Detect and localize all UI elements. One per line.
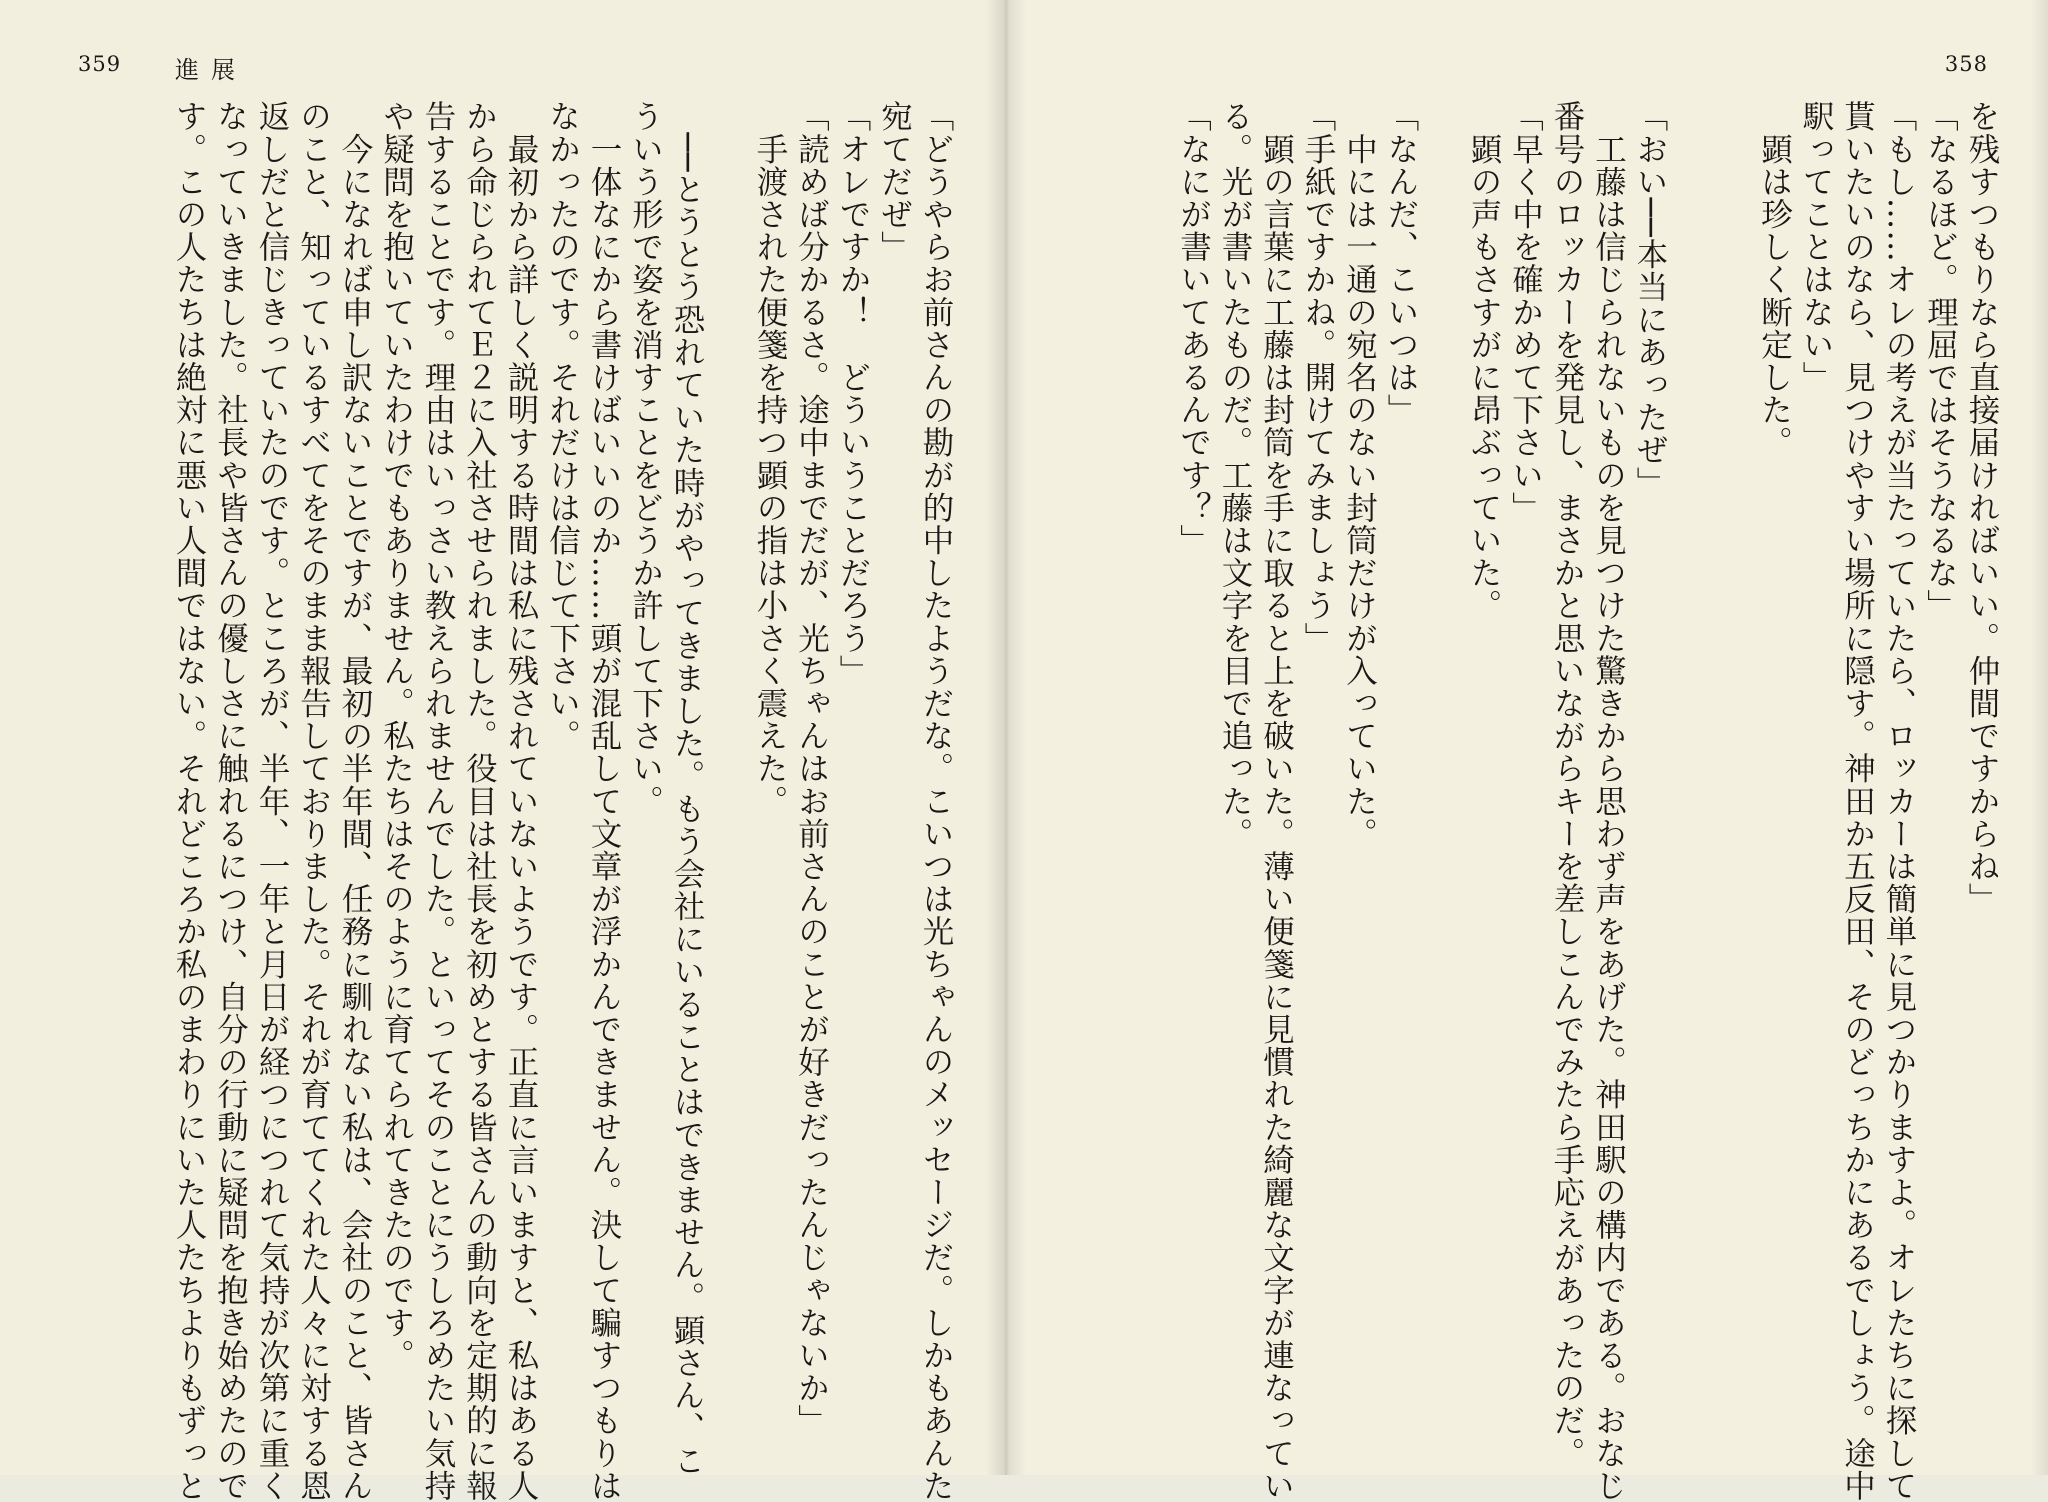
page-number-left: 359: [78, 52, 122, 76]
text-line: 「なるほど。理屈ではそうなるな」: [1922, 100, 1959, 622]
text-line: ──とうとう恐れていた時がやってきました。もう会社にいることはできません。顕さん、こ: [669, 100, 705, 1477]
text-line: 「早く中を確かめて下さい」: [1507, 100, 1544, 524]
text-line: 顕は珍しく断定した。: [1756, 100, 1793, 459]
text-line: 一体なにから書けばいいのか……頭が混乱して文章が浮かんできません。決して騙すつもりは: [586, 100, 622, 1502]
left-page-text: [0, 100, 956, 1502]
text-line: 「おい──本当にあったぜ」: [1632, 100, 1668, 499]
text-line: なっていきました。社長や皆さんの優しさに触れるにつけ、自分の行動に疑問を抱き始めたので: [212, 100, 249, 1502]
text-line: から命じられてＥ２に入社させられました。役目は社長を初めとする皆さんの動向を定期的に報: [461, 100, 498, 1502]
text-line: 「もし……オレの考えが当たっていたら、ロッカーは簡単に見つかりますよ。オレたちに探して: [1881, 100, 1917, 1502]
left-page: [0, 0, 1006, 1502]
text-line: 手渡された便箋を持つ顕の指は小さく震えた。: [752, 100, 788, 818]
text-line: 告することです。理由はいっさい教えられませんでした。といってそのことにうしろめたい気持: [420, 100, 456, 1502]
page-edge-shadow: [2030, 0, 2048, 1475]
text-line: 宛てだぜ」: [876, 100, 913, 263]
text-line: 貰いたいのなら、見つけやすい場所に隠す。神田か五反田、そのどっちかにあるでしょう。途中: [1839, 100, 1876, 1502]
text-line: 番号のロッカーを発見し、まさかと思いながらキーを差しこんでみたら手応えがあったのだ。: [1549, 100, 1585, 1470]
text-line: 駅ってことはない」: [1798, 100, 1834, 394]
book-gutter: [986, 0, 1026, 1475]
text-line: 顕の言葉に工藤は封筒を手に取ると上を破いた。薄い便箋に見慣れた綺麗な文字が連なってい: [1258, 100, 1295, 1502]
blank-line: [1712, 100, 1754, 1435]
page-number-right: 358: [1944, 52, 1988, 76]
text-line: 最初から詳しく説明する時間は私に残されていないようです。正直に言いますと、私はある人: [503, 100, 539, 1502]
blank-line: [707, 100, 749, 1435]
text-line: 「なんだ、こいつは」: [1383, 100, 1419, 426]
text-line: 「どうやらお前さんの勘が的中したようだな。こいつは光ちゃんのメッセージだ。しかもあんた: [918, 100, 954, 1502]
right-page-text: [1175, 100, 2002, 1502]
text-line: を残すつもりなら直接届ければいい。仲間ですからね」: [1964, 100, 2000, 915]
text-line: す。この人たちは絶対に悪い人間ではない。それどころか私のまわりにいた人たちよりもずっと: [171, 100, 207, 1502]
text-line: 「手紙ですかね。開けてみましょう」: [1300, 100, 1336, 655]
text-line: 返しだと信じきっていたのです。ところが、半年、一年と月日が経つにつれて気持が次第に重く: [254, 100, 290, 1502]
text-line: や疑問を抱いていたわけでもありません。私たちはそのように育てられてきたのです。: [378, 100, 415, 1372]
text-line: 「オレですか！ どういうことだろう」: [835, 100, 871, 687]
text-line: のこと、知っているすべてをそのまま報告しておりました。それが育ててくれた人々に対する恩: [295, 100, 332, 1502]
text-line: ういう形で姿を消すことをどうか許して下さい。: [627, 100, 664, 818]
running-head: 進展: [175, 56, 247, 84]
text-line: る。光が書いたものだ。工藤は文字を目で追った。: [1217, 100, 1253, 850]
text-line: なかったのです。それだけは信じて下さい。: [544, 100, 581, 752]
text-line: 今になれば申し訳ないことですが、最初の半年間、任務に馴れない私は、会社のこと、皆さん: [337, 100, 373, 1502]
blank-line: [1421, 100, 1463, 1435]
text-line: 中には一通の宛名のない封筒だけが入っていた。: [1341, 100, 1378, 850]
blank-line: [1670, 100, 1712, 1435]
text-line: 「なにが書いてあるんです？」: [1175, 100, 1212, 557]
text-line: 工藤は信じられないものを見つけた驚きから思わず声をあげた。神田駅の構内である。おなじ: [1590, 100, 1627, 1502]
text-line: 顕の声もさすがに昂ぶっていた。: [1466, 100, 1502, 622]
text-line: 「読めば分かるさ。途中までだが、光ちゃんはお前さんのことが好きだったんじゃないか」: [793, 100, 830, 1437]
right-page: [1006, 0, 2048, 1502]
